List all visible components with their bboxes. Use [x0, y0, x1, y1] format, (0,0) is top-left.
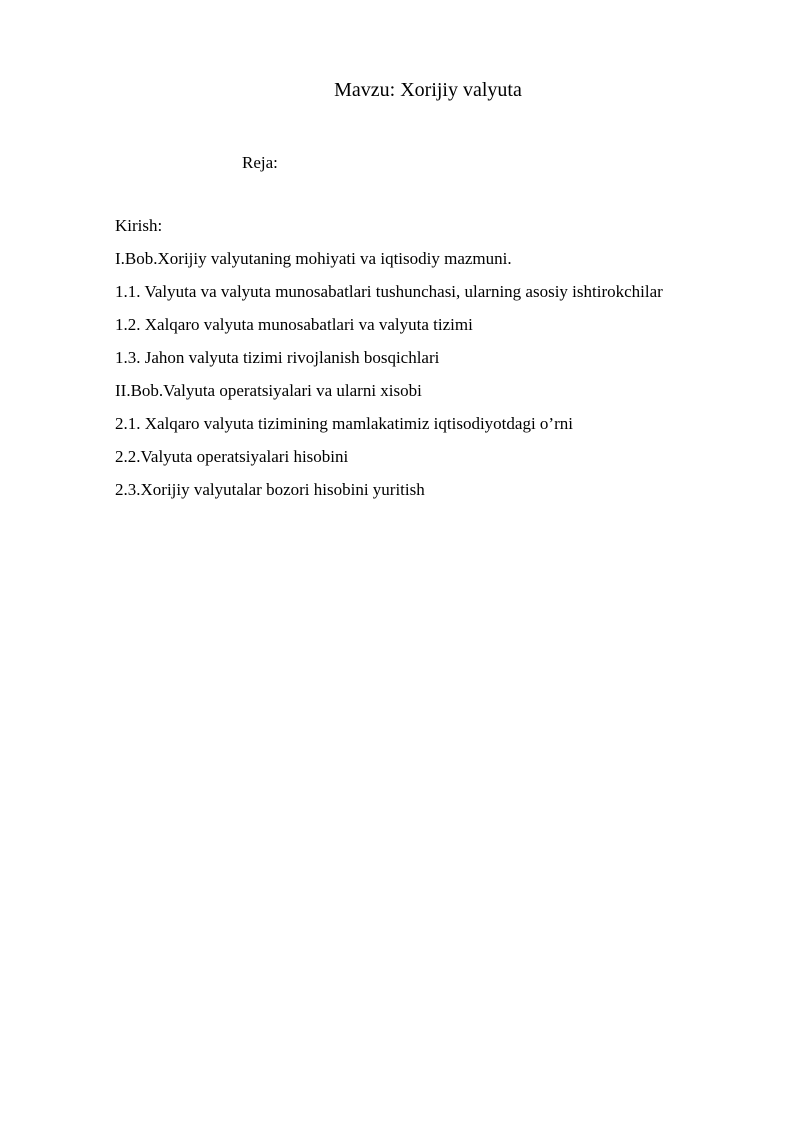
toc-item-1-2: 1.2. Xalqaro valyuta munosabatlari va valyuta tizimi: [115, 315, 473, 334]
table-of-contents: [115, 214, 663, 511]
toc-item-intro: Kirish:: [115, 216, 163, 235]
toc-item-2-1: 2.1. Xalqaro valyuta tizimining mamlakatimiz iqtisodiyotdagi o’rni: [115, 414, 573, 433]
toc-item-1-3: 1.3. Jahon valyuta tizimi rivojlanish bosqichlari: [115, 348, 440, 367]
toc-item-2-3: 2.3.Xorijiy valyutalar bozori hisobini yuritish: [115, 480, 425, 499]
document-title: Mavzu: Xorijiy valyuta: [334, 79, 522, 101]
toc-item-chapter-1: I.Bob.Xorijiy valyutaning mohiyati va iqtisodiy mazmuni.: [115, 249, 512, 268]
plan-label: Reja:: [242, 153, 278, 172]
toc-item-2-2: 2.2.Valyuta operatsiyalari hisobini: [115, 447, 349, 466]
toc-item-chapter-2: II.Bob.Valyuta operatsiyalari va ularni xisobi: [115, 381, 422, 400]
toc-item-1-1: 1.1. Valyuta va valyuta munosabatlari tushunchasi, ularning asosiy ishtirokchilar: [115, 282, 663, 301]
